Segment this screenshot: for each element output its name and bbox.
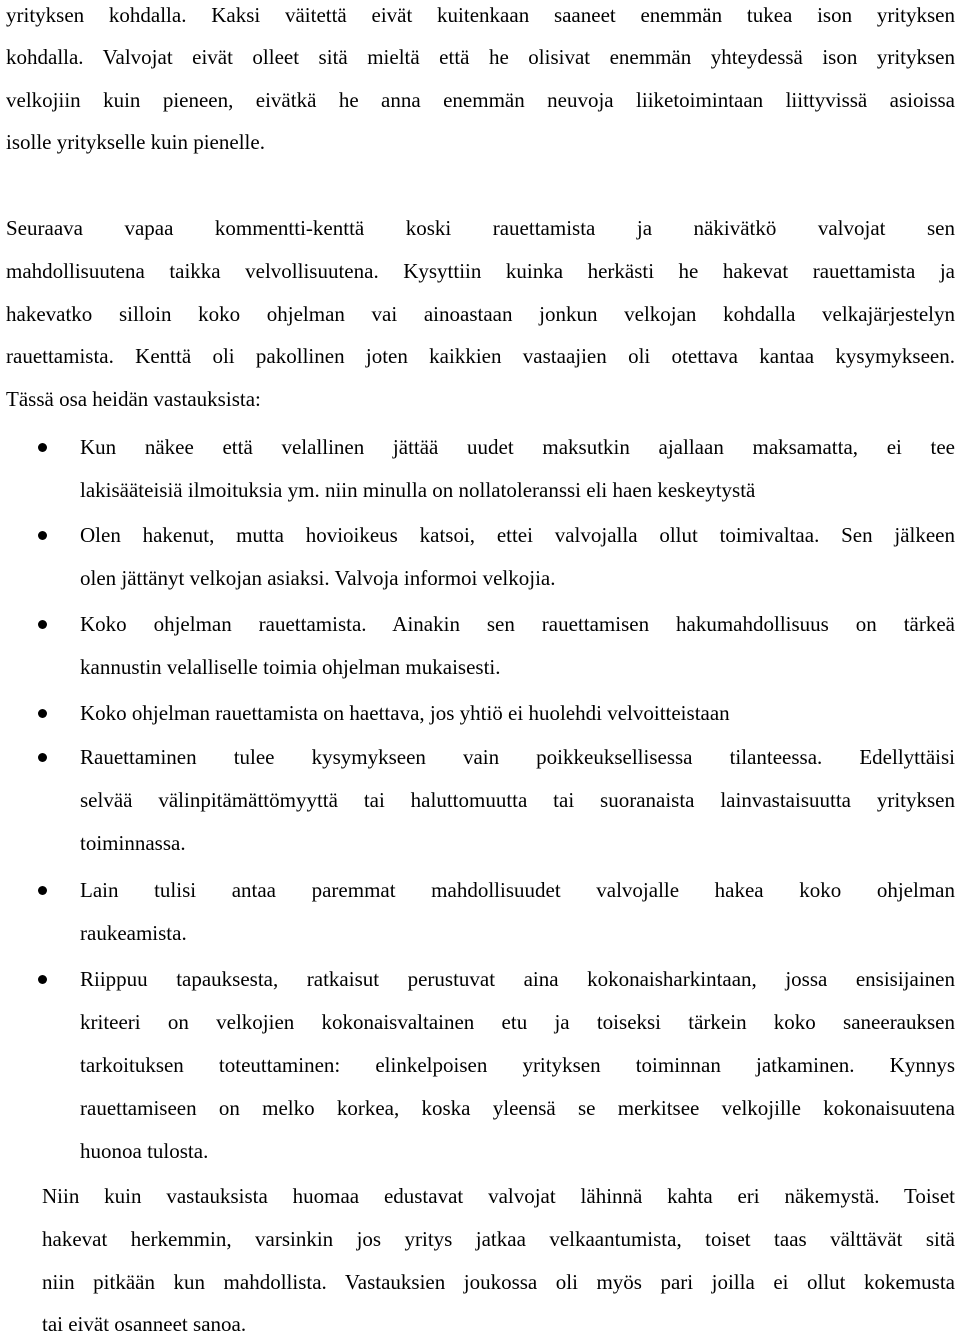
text-line: Seuraava vapaa kommentti-kenttä koski rauettamista ja näkivätkö valvojat sen [6,216,955,240]
list-item-line: lakisääteisiä ilmoituksia ym. niin minulla on nollatoleranssi eli haen keskeytystä [80,478,756,502]
list-item-line: toiminnassa. [80,831,186,855]
text-line: Tässä osa heidän vastauksista: [6,387,261,411]
text-line: Niin kuin vastauksista huomaa edustavat valvojat lähinnä kahta eri näkemystä. Toiset [42,1184,955,1208]
list-item-line: Lain tulisi antaa paremmat mahdollisuudet valvojalle hakea koko ohjelman [80,878,955,902]
text-line: isolle yritykselle kuin pienelle. [6,130,265,154]
list-item-line: kriteeri on velkojien kokonaisvaltainen etu ja toiseksi tärkein koko saneerauksen [80,1010,955,1034]
bullet-icon [38,443,47,452]
text-line: hakevatko silloin koko ohjelman vai ainoastaan jonkun velkojan kohdalla velkajärjestelyn [6,302,955,326]
list-item-line: kannustin velalliselle toimia ohjelman mukaisesti. [80,655,501,679]
list-item-line: Olen hakenut, mutta hovioikeus katsoi, ettei valvojalla ollut toimivaltaa. Sen jälkeen [80,523,955,547]
list-item-line: huonoa tulosta. [80,1139,209,1163]
list-item-line: rauettamiseen on melko korkea, koska yleensä se merkitsee velkojille kokonaisuutena [80,1096,955,1120]
text-line: velkojiin kuin pieneen, eivätkä he anna enemmän neuvoja liiketoimintaan liittyvissä asioissa [6,88,955,112]
bullet-icon [38,886,47,895]
bullet-icon [38,531,47,540]
text-line: yrityksen kohdalla. Kaksi väitettä eivät kuitenkaan saaneet enemmän tukea ison yrityksen [6,3,955,27]
list-item-line: Koko ohjelman rauettamista. Ainakin sen rauettamisen hakumahdollisuus on tärkeä [80,612,955,636]
list-item-line: tarkoituksen toteuttaminen: elinkelpoisen yrityksen toiminnan jatkaminen. Kynnys [80,1053,955,1077]
bullet-icon [38,975,47,984]
text-line: niin pitkään kun mahdollista. Vastauksien joukossa oli myös pari joilla ei ollut kokemusta [42,1270,955,1294]
bullet-icon [38,620,47,629]
text-line: tai eivät osanneet sanoa. [42,1312,247,1336]
text-line: kohdalla. Valvojat eivät olleet sitä mieltä että he olisivat enemmän yhteydessä ison yrityksen [6,45,955,69]
list-item-line: Riippuu tapauksesta, ratkaisut perustuvat aina kokonaisharkintaan, jossa ensisijainen [80,967,955,991]
bullet-icon [38,753,47,762]
text-line: rauettamista. Kenttä oli pakollinen joten kaikkien vastaajien oli otettava kantaa kysymykseen. [6,344,955,368]
list-item-line: raukeamista. [80,921,187,945]
bullet-icon [38,709,47,718]
text-line: mahdollisuutena taikka velvollisuutena. Kysyttiin kuinka herkästi he hakevat rauettamista ja [6,259,955,283]
list-item-line: Koko ohjelman rauettamista on haettava, jos yhtiö ei huolehdi velvoitteistaan [80,701,730,725]
list-item-line: Kun näkee että velallinen jättää uudet maksutkin ajallaan maksamatta, ei tee [80,435,955,459]
list-item-line: olen jättänyt velkojan asiaksi. Valvoja informoi velkojia. [80,566,556,590]
list-item-line: selvää välinpitämättömyyttä tai haluttomuutta tai suoranaista lainvastaisuutta yrityksen [80,788,955,812]
list-item-line: Rauettaminen tulee kysymykseen vain poikkeuksellisessa tilanteessa. Edellyttäisi [80,745,955,769]
text-line: hakevat herkemmin, varsinkin jos yritys jatkaa velkaantumista, toiset taas välttävät sitä [42,1227,955,1251]
